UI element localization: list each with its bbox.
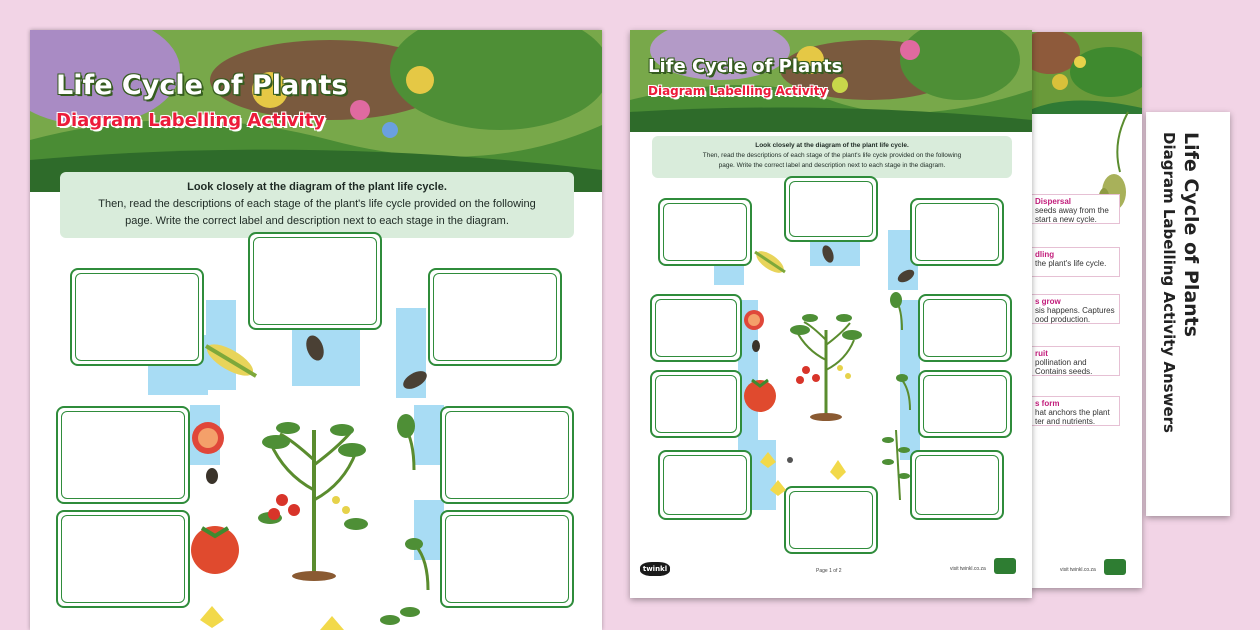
label-box[interactable] xyxy=(248,232,382,330)
answers-card xyxy=(1146,112,1230,516)
footer-site: visit twinkl.co.za xyxy=(1060,567,1096,573)
answer-fragment xyxy=(1030,396,1120,426)
connector xyxy=(292,326,360,386)
answer-fragment-text: pollination and xyxy=(1035,358,1087,367)
answer-fragment-heading: dling xyxy=(1035,250,1055,259)
answers-card-title: Life Cycle of Plants xyxy=(1180,132,1202,338)
answer-fragment-text: sis happens. Captures xyxy=(1035,306,1115,315)
instruction-line: page. Write the correct label and description next to each stage in the diagram. xyxy=(125,215,509,227)
page-title: Life Cycle of Plants xyxy=(56,70,348,101)
page-subtitle: Diagram Labelling Activity xyxy=(648,84,828,98)
instruction-line: Then, read the descriptions of each stage of the plant's life cycle provided on the following xyxy=(702,152,962,159)
label-box[interactable] xyxy=(918,294,1012,362)
twinkl-badge xyxy=(1104,559,1126,575)
answer-fragment-text: start a new cycle. xyxy=(1035,215,1097,224)
label-box[interactable] xyxy=(784,176,878,242)
instruction-line: Look closely at the diagram of the plant life cycle. xyxy=(187,181,447,193)
flower-icon xyxy=(200,606,344,630)
label-box[interactable] xyxy=(658,198,752,266)
instruction-line: Then, read the descriptions of each stage of the plant's life cycle provided on the following xyxy=(98,198,536,210)
label-box[interactable] xyxy=(56,510,190,608)
answer-fragment-text: Contains seeds. xyxy=(1035,367,1093,376)
connector xyxy=(900,300,920,460)
page-title: Life Cycle of Plants xyxy=(648,56,843,77)
label-box[interactable] xyxy=(658,450,752,520)
connector xyxy=(396,308,426,398)
label-box[interactable] xyxy=(910,450,1004,520)
answer-fragment-heading: s form xyxy=(1035,399,1060,408)
answer-fragment xyxy=(1030,247,1120,277)
page-subtitle: Diagram Labelling Activity xyxy=(56,110,325,131)
label-box[interactable] xyxy=(650,294,742,362)
answer-fragment-text: hat anchors the plant xyxy=(1035,408,1110,417)
twinkl-badge xyxy=(994,558,1016,574)
label-box[interactable] xyxy=(428,268,562,366)
answer-fragment xyxy=(1030,294,1120,324)
tomato-plant-icon xyxy=(258,422,368,581)
label-box[interactable] xyxy=(440,510,574,608)
answer-fragment-text: ter and nutrients. xyxy=(1035,417,1096,426)
label-box[interactable] xyxy=(56,406,190,504)
page-number: Page 1 of 2 xyxy=(816,568,842,574)
answer-sheet-back xyxy=(1030,32,1142,588)
answer-fragment-heading: ruit xyxy=(1035,349,1048,358)
instruction-line: page. Write the correct label and description next to each stage in the diagram. xyxy=(718,162,946,169)
footer-site: visit twinkl.co.za xyxy=(950,566,986,572)
answer-fragment-text: ood production. xyxy=(1035,315,1091,324)
answer-fragment xyxy=(1030,346,1120,376)
connector xyxy=(190,405,220,465)
answer-fragment-text: the plant's life cycle. xyxy=(1035,259,1107,268)
tomato-icon xyxy=(191,526,239,574)
label-box[interactable] xyxy=(440,406,574,504)
answer-fragment xyxy=(1030,194,1120,224)
label-box[interactable] xyxy=(918,370,1012,438)
label-box[interactable] xyxy=(910,198,1004,266)
worksheet-page-1 xyxy=(630,30,1032,598)
tomato-plant-icon xyxy=(790,314,862,421)
twinkl-logo: twinkl xyxy=(640,562,670,576)
tomato-seed-icon xyxy=(206,468,218,484)
answer-fragment-text: seeds away from the xyxy=(1035,206,1109,215)
label-box[interactable] xyxy=(650,370,742,438)
instructions-panel xyxy=(652,136,1012,178)
young-plant-icon xyxy=(380,607,420,625)
instruction-line: Look closely at the diagram of the plant life cycle. xyxy=(755,142,909,149)
answer-fragment-heading: s grow xyxy=(1035,297,1061,306)
worksheet-zoom xyxy=(30,30,602,630)
answers-card-subtitle: Diagram Labelling Activity Answers xyxy=(1160,132,1178,433)
answer-fragment-heading: Dispersal xyxy=(1035,197,1072,206)
label-box[interactable] xyxy=(784,486,878,554)
instructions-panel xyxy=(60,172,574,238)
connector xyxy=(206,300,236,390)
label-box[interactable] xyxy=(70,268,204,366)
corn-cob-icon xyxy=(753,247,787,277)
